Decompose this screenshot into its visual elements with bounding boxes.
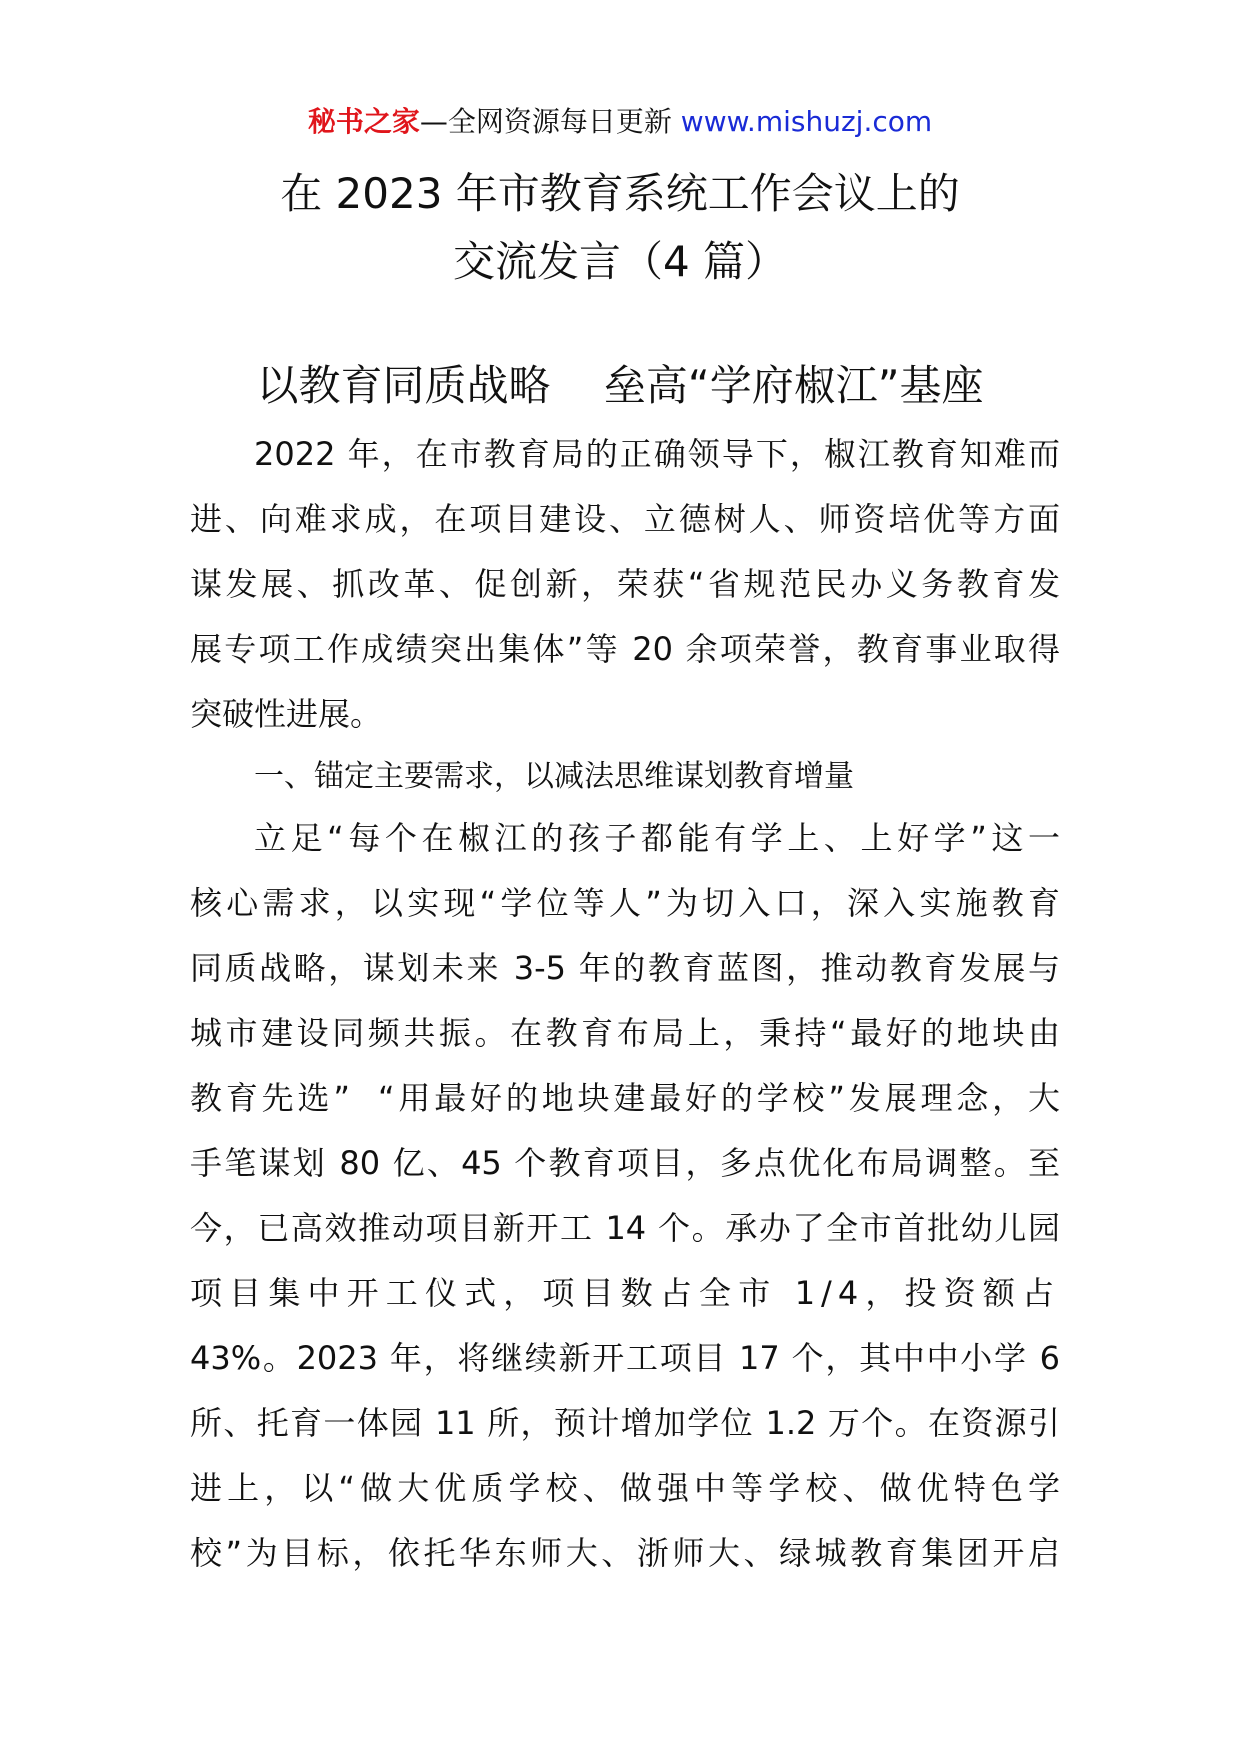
paragraph-line: 教育先选” “用最好的地块建最好的学校”发展理念，大 <box>190 1079 1060 1117</box>
paragraph-line: 2022 年，在市教育局的正确领导下，椒江教育知难而 <box>254 435 1060 473</box>
section-title: 以教育同质战略 垒高“学府椒江”基座 <box>256 361 984 410</box>
header-tagline: —全网资源每日更新 <box>419 105 672 138</box>
paragraph-1 <box>190 422 1060 747</box>
paragraph-line: 项目集中开工仪式，项目数占全市 1/4，投资额占 <box>190 1274 1060 1312</box>
site-header <box>0 102 1240 142</box>
document-title-line2: 交流发言（4 篇） <box>452 237 788 286</box>
site-url-link[interactable]: www.mishuzj.com <box>680 105 933 138</box>
subsection-heading: 一、锚定主要需求，以减法思维谋划教育增量 <box>254 759 854 794</box>
paragraph-line: 所、托育一体园 11 所，预计增加学位 1.2 万个。在资源引 <box>190 1404 1060 1442</box>
document-title-line1: 在 2023 年市教育系统工作会议上的 <box>280 169 960 218</box>
paragraph-line: 立足“每个在椒江的孩子都能有学上、上好学”这一 <box>254 819 1060 857</box>
paragraph-2 <box>190 806 1060 1586</box>
paragraph-line: 突破性进展。 <box>190 695 383 733</box>
paragraph-line: 手笔谋划 80 亿、45 个教育项目，多点优化布局调整。至 <box>190 1144 1060 1182</box>
paragraph-line: 进上，以“做大优质学校、做强中等学校、做优特色学 <box>190 1469 1060 1507</box>
paragraph-line: 核心需求，以实现“学位等人”为切入口，深入实施教育 <box>190 884 1060 922</box>
paragraph-line: 43%。2023 年，将继续新开工项目 17 个，其中中小学 6 <box>190 1339 1060 1377</box>
paragraph-line: 校”为目标，依托华东师大、浙师大、绿城教育集团开启 <box>190 1534 1060 1572</box>
paragraph-line: 城市建设同频共振。在教育布局上，秉持“最好的地块由 <box>190 1014 1060 1052</box>
paragraph-line: 谋发展、抓改革、促创新，荣获“省规范民办义务教育发 <box>190 565 1060 603</box>
paragraph-line: 展专项工作成绩突出集体”等 20 余项荣誉，教育事业取得 <box>190 630 1060 668</box>
paragraph-line: 进、向难求成，在项目建设、立德树人、师资培优等方面 <box>190 500 1060 538</box>
paragraph-line: 今，已高效推动项目新开工 14 个。承办了全市首批幼儿园 <box>190 1209 1060 1247</box>
brand-name: 秘书之家 <box>307 105 420 138</box>
paragraph-line: 同质战略，谋划未来 3-5 年的教育蓝图，推动教育发展与 <box>190 949 1060 987</box>
